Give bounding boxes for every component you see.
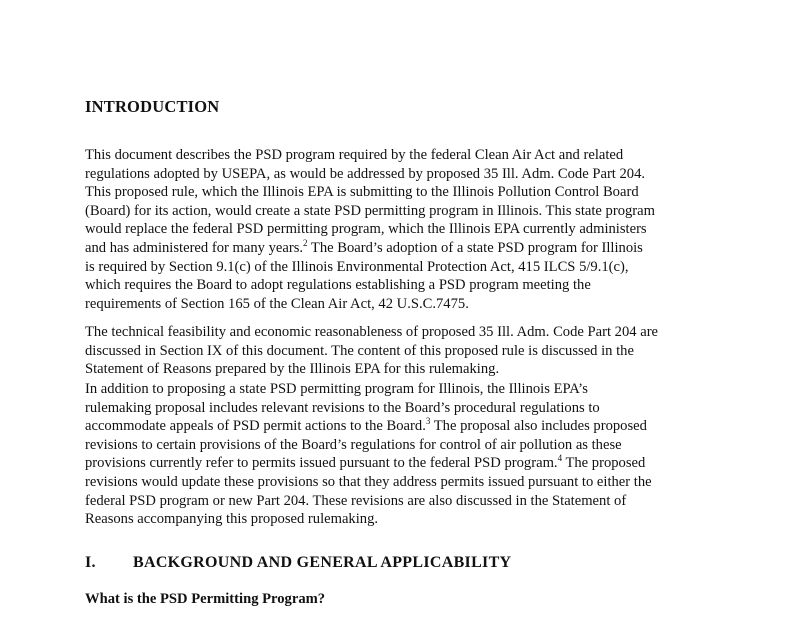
paragraph-line: (Board) for its action, would create a state PSD permitting program in Illinois. This state program — [85, 202, 655, 219]
paragraph-line: Reasons accompanying this proposed rulemaking. — [85, 511, 379, 528]
paragraph-line: is required by Section 9.1(c) of the Illinois Environmental Protection Act, 415 ILCS 5/9.1(c), — [85, 258, 629, 275]
introduction-heading: INTRODUCTION — [85, 97, 220, 116]
introduction-paragraph-3 — [85, 380, 715, 529]
paragraph-line: which requires the Board to adopt regulations establishing a PSD program meeting the — [85, 277, 591, 294]
paragraph-line: revisions would update these provisions so that they address permits issued pursuant to either the — [85, 473, 652, 490]
paragraph-line: rulemaking proposal includes relevant revisions to the Board’s procedural regulations to — [85, 399, 600, 416]
line-text: accommodate appeals of PSD permit actions to the Board. — [85, 418, 426, 435]
line-text: The proposed — [562, 455, 646, 472]
line-text: The proposal also includes proposed — [430, 418, 647, 435]
section-heading — [85, 554, 511, 572]
paragraph-line: The technical feasibility and economic reasonableness of proposed 35 Ill. Adm. Code Part 204 are — [85, 324, 659, 340]
paragraph-line — [85, 454, 715, 473]
paragraph-line: revisions to certain provisions of the Board’s regulations for control of air pollution as these — [85, 436, 622, 453]
paragraph-line: This proposed rule, which the Illinois EPA is submitting to the Illinois Pollution Control Board — [85, 184, 639, 201]
paragraph-line: This document describes the PSD program required by the federal Clean Air Act and related — [85, 147, 624, 163]
section-title: BACKGROUND AND GENERAL APPLICABILITY — [133, 554, 512, 571]
paragraph-line: discussed in Section IX of this document. The content of this proposed rule is discussed in the — [85, 342, 634, 359]
paragraph-line: federal PSD program or new Part 204. These revisions are also discussed in the Statement of — [85, 492, 627, 509]
paragraph-line: requirements of Section 165 of the Clean Air Act, 42 U.S.C.7475. — [85, 295, 469, 312]
introduction-paragraph-2 — [85, 323, 715, 379]
paragraph-line: Statement of Reasons prepared by the Illinois EPA for this rulemaking. — [85, 361, 500, 378]
line-text: provisions currently refer to permits issued pursuant to the federal PSD program. — [85, 455, 558, 472]
paragraph-line: regulations adopted by USEPA, as would be addressed by proposed 35 Ill. Adm. Code Part 204. — [85, 165, 646, 182]
paragraph-line: In addition to proposing a state PSD permitting program for Illinois, the Illinois EPA’s — [85, 381, 588, 397]
introduction-paragraph-1 — [85, 146, 715, 313]
footnote-marker: 2 — [303, 237, 308, 248]
paragraph-line — [85, 417, 715, 436]
line-text: and has administered for many years. — [85, 239, 304, 256]
paragraph-line: would replace the federal PSD permitting program, which the Illinois EPA currently administers — [85, 221, 647, 238]
section-number: I. — [85, 554, 96, 571]
line-text: The Board’s adoption of a state PSD program for Illinois — [307, 239, 643, 256]
footnote-marker: 3 — [425, 416, 431, 427]
footnote-marker: 4 — [557, 453, 563, 464]
paragraph-line — [85, 239, 715, 258]
section-subheading: What is the PSD Permitting Program? — [85, 591, 326, 607]
